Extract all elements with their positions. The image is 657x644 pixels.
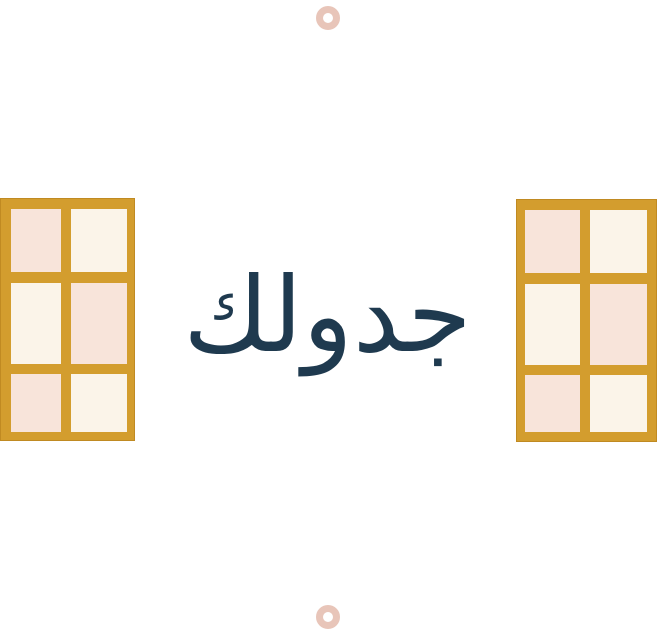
grid-cell bbox=[590, 210, 647, 273]
bottom-ring-icon bbox=[316, 605, 340, 629]
grid-cell bbox=[11, 374, 61, 432]
grid-cell bbox=[590, 284, 647, 365]
grid-cell bbox=[71, 209, 127, 272]
page-title: جدولك bbox=[183, 254, 472, 376]
top-ring-icon bbox=[316, 6, 340, 30]
grid-cell bbox=[525, 210, 580, 273]
grid-cell bbox=[525, 284, 580, 365]
right-window-grid-icon bbox=[516, 199, 657, 442]
grid-cell bbox=[71, 374, 127, 432]
grid-cell bbox=[590, 375, 647, 432]
grid-cell bbox=[71, 283, 127, 364]
grid-cell bbox=[11, 209, 61, 272]
grid-cell bbox=[525, 375, 580, 432]
left-window-grid-icon bbox=[0, 198, 135, 441]
grid-cell bbox=[11, 283, 61, 364]
